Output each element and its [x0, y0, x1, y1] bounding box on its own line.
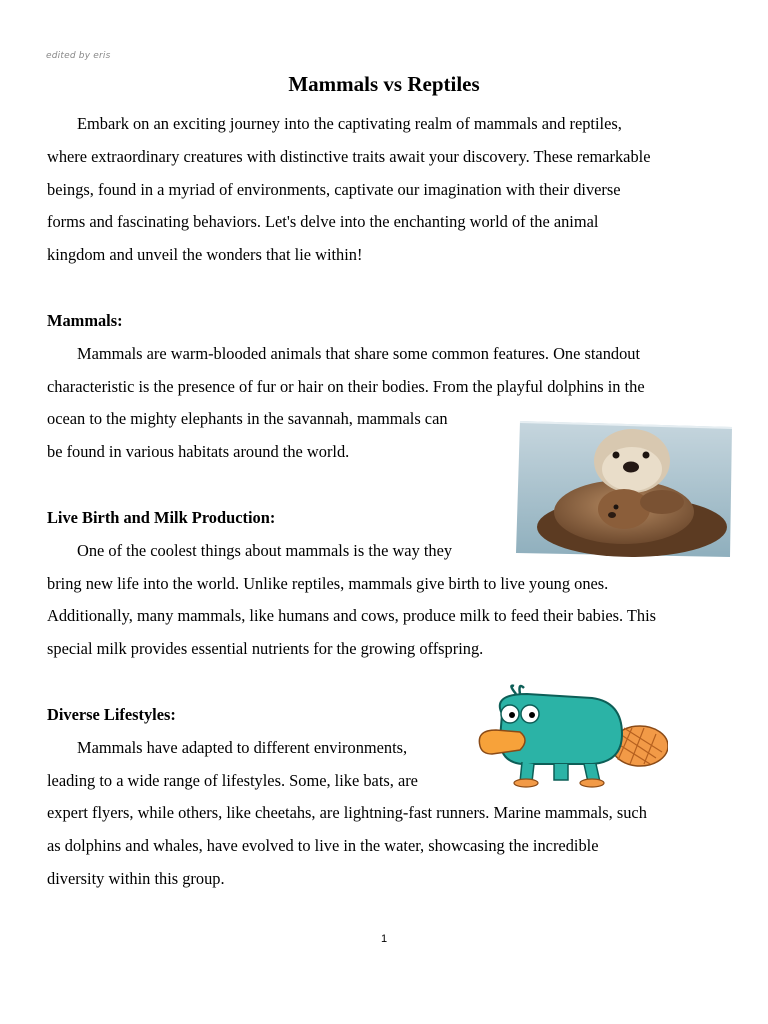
text-line: beings, found in a myriad of environments, captivate our imagination with their diverse — [47, 179, 621, 199]
intro-paragraph — [47, 108, 723, 272]
section-heading-birth: Live Birth and Milk Production: — [47, 508, 276, 527]
text-line: forms and fascinating behaviors. Let's delve into the enchanting world of the animal — [47, 212, 599, 232]
text-line: special milk provides essential nutrients for the growing offspring. — [47, 639, 484, 659]
text-line: One of the coolest things about mammals is the way they — [77, 540, 453, 560]
page-title: Mammals vs Reptiles — [288, 72, 480, 96]
text-line: expert flyers, while others, like cheetahs, are lightning-fast runners. Marine mammals, such — [47, 803, 647, 823]
page-number: 1 — [380, 933, 388, 945]
text-line: characteristic is the presence of fur or hair on their bodies. From the playful dolphins in the — [47, 376, 645, 396]
platypus-cartoon — [472, 684, 668, 794]
edited-by-note: edited by eris — [46, 51, 111, 61]
text-line: as dolphins and whales, have evolved to live in the water, showcasing the incredible — [47, 836, 599, 856]
text-line: diversity within this group. — [47, 868, 225, 888]
text-line: be found in various habitats around the world. — [47, 442, 350, 462]
text-line: where extraordinary creatures with distinctive traits await your discovery. These remarkable — [47, 146, 651, 166]
sea-otter-photo — [512, 417, 734, 561]
text-line: Additionally, many mammals, like humans and cows, produce milk to feed their babies. This — [47, 606, 657, 626]
text-line: ocean to the mighty elephants in the savannah, mammals can — [47, 409, 448, 429]
text-line: Mammals have adapted to different environments, — [77, 737, 408, 757]
text-line: kingdom and unveil the wonders that lie within! — [47, 245, 363, 265]
text-line: bring new life into the world. Unlike reptiles, mammals give birth to live young ones. — [47, 573, 609, 593]
text-line: Mammals are warm-blooded animals that share some common features. One standout — [77, 343, 641, 363]
text-line: leading to a wide range of lifestyles. Some, like bats, are — [47, 770, 418, 790]
section-heading-mammals: Mammals: — [47, 311, 123, 330]
section-heading-lifestyles: Diverse Lifestyles: — [47, 705, 176, 724]
text-line: Embark on an exciting journey into the captivating realm of mammals and reptiles, — [77, 114, 622, 133]
